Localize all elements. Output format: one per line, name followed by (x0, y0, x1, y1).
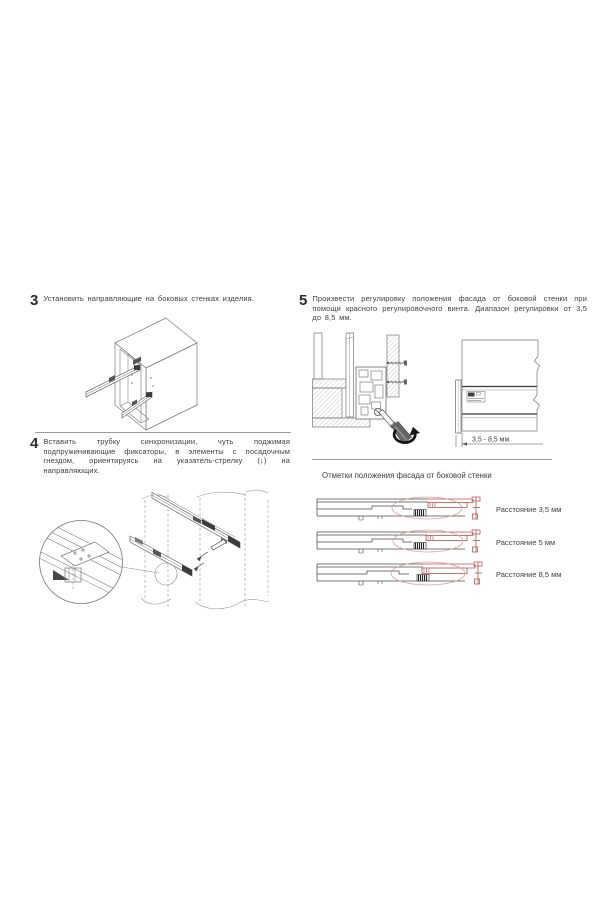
dimension (456, 433, 543, 447)
socket-highlight-circle (155, 563, 177, 585)
step-4-number: 4 (30, 435, 39, 452)
sync-tube-figure (25, 490, 295, 618)
step-5-text: Произвести регулировку положения фасада от боковой стенки при помощи красного регулировочного винта. Диапазон регулировки от 3,5 до 8,5 мм. (312, 294, 587, 323)
adjustment-cross-section-figure (312, 333, 430, 455)
step-4 (30, 437, 290, 475)
divider-right-column (312, 459, 552, 460)
distance-row-label-3: Расстояние 8,5 мм (496, 570, 562, 579)
marks-section-heading: Отметки положения фасада от боковой стенки (322, 471, 492, 480)
side-panels (141, 490, 269, 609)
distance-row-label-1: Расстояние 3,5 мм (496, 505, 562, 514)
distance-row-figure-2 (315, 529, 493, 557)
step-5-number: 5 (299, 292, 308, 309)
distance-row-figure-3 (315, 561, 493, 591)
leader-line (122, 567, 159, 573)
step-3-text: Установить направляющие на боковых стенках изделия. (43, 294, 255, 303)
step-3-number: 3 (30, 292, 39, 309)
distance-row-figure-1 (315, 496, 493, 524)
divider-left-column (35, 432, 291, 433)
cabinet-figure (75, 312, 205, 434)
sync-tube (194, 540, 226, 572)
dimension-label: 3,5 - 8,5 мм (472, 436, 510, 444)
distance-row-label-2: Расстояние 5 мм (496, 538, 556, 547)
slide-upper (152, 493, 240, 549)
step-4-text: Вставить трубку синхронизации, чуть поджимая подпружинивающие фиксаторы, в элементы с посадочным гнездом, ориентируясь на указатель-стрелку (↓) на направляющих. (43, 437, 290, 475)
step-5 (299, 294, 587, 323)
facade-section (346, 333, 354, 417)
step-3 (30, 294, 288, 308)
slide-label-block (467, 392, 485, 403)
adjustment-side-view-figure (455, 338, 547, 450)
